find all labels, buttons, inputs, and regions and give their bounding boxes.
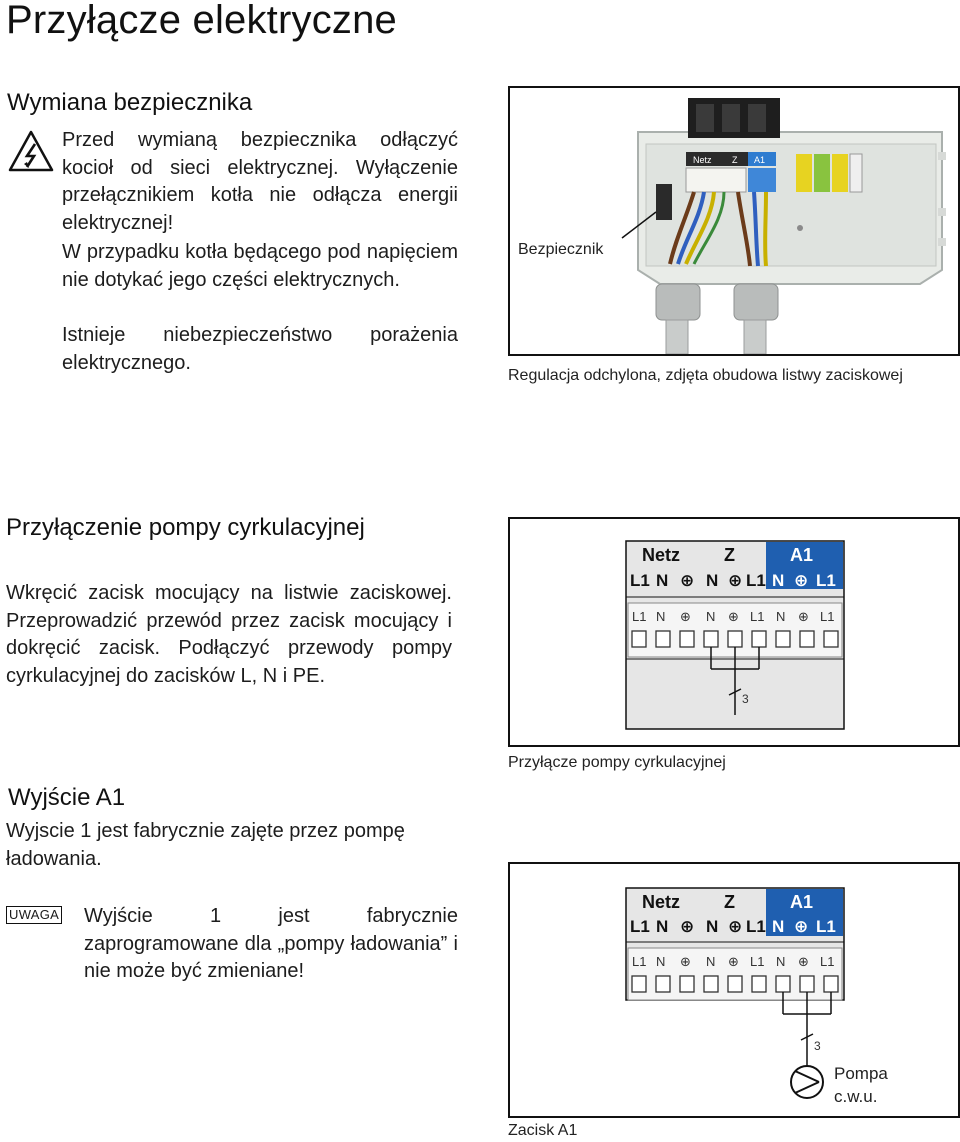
photo-label-a1: A1 [754, 155, 766, 165]
upper-label: ⊕ [728, 917, 743, 936]
upper-label: ⊕ [728, 571, 743, 590]
group-label-z: Z [724, 892, 735, 912]
upper-label: ⊕ [794, 917, 809, 936]
lower-label: N [706, 609, 716, 624]
upper-label: L1 [816, 571, 836, 590]
section-heading-fuse: Wymiana bezpiecznika [7, 89, 253, 116]
page-title: Przyłącze elektryczne [6, 0, 397, 42]
lower-label: ⊕ [798, 609, 809, 624]
cable-number: 3 [742, 692, 749, 706]
upper-label: N [656, 571, 669, 590]
fuse-pointer-label: Bezpiecznik [516, 238, 605, 261]
pump-instructions-text: Wkręcić zacisk mocujący na listwie zaciskowej. Przeprowadzić przewód przez zacisk mocujący i dokręcić zacisk. Podłączyć przewody pompy cyrkulacyjnej do zacisków L, N i PE. [6, 582, 452, 687]
lower-label: L1 [820, 609, 835, 624]
photo-label-netz: Netz [693, 155, 712, 165]
pump-terminal-diagram [510, 519, 958, 745]
lower-label: N [776, 954, 786, 969]
output-figure-caption: Zacisk A1 [508, 1122, 578, 1139]
photo-label-z: Z [732, 155, 738, 165]
lower-label: L1 [750, 609, 765, 624]
lower-label: ⊕ [728, 954, 739, 969]
upper-label: ⊕ [680, 917, 695, 936]
lower-label: L1 [632, 609, 647, 624]
fuse-warning-text-3: Istnieje niebezpieczeństwo porażenia elektrycznego. [62, 324, 458, 374]
lower-label: ⊕ [728, 609, 739, 624]
upper-label: L1 [746, 917, 766, 936]
pump-diagram-frame [508, 517, 960, 747]
section-heading-pump: Przyłączenie pompy cyrkulacyjnej [6, 514, 365, 541]
upper-label: L1 [816, 917, 836, 936]
lower-label: ⊕ [680, 954, 691, 969]
note-text: Wyjście 1 jest fabrycznie zaprogramowane dla „pompy ładowania” i nie może być zmieniane! [84, 905, 458, 982]
pump-cwu-label: Pompa c.w.u. [834, 1064, 888, 1106]
lower-label: N [776, 609, 786, 624]
fuse-photo-frame [508, 86, 960, 356]
upper-label: N [706, 571, 719, 590]
upper-label: N [706, 917, 719, 936]
upper-label: N [772, 571, 785, 590]
output-text: Wyjscie 1 jest fabrycznie zajęte przez pompę ładowania. [6, 820, 405, 870]
lower-label: N [656, 609, 666, 624]
lower-label: L1 [750, 954, 765, 969]
lower-label: L1 [632, 954, 647, 969]
group-label-netz: Netz [642, 892, 681, 912]
upper-label: N [772, 917, 785, 936]
upper-label: L1 [746, 571, 766, 590]
electric-hazard-icon [8, 129, 54, 173]
terminal-strip-photo [510, 88, 958, 354]
lower-label: ⊕ [680, 609, 691, 624]
section-heading-output: Wyjście A1 [8, 784, 126, 811]
pump-figure-caption: Przyłącze pompy cyrkulacyjnej [508, 754, 726, 771]
group-label-netz: Netz [642, 545, 681, 565]
upper-label: ⊕ [680, 571, 695, 590]
lower-label: N [656, 954, 666, 969]
group-label-z: Z [724, 545, 735, 565]
lower-label: N [706, 954, 716, 969]
output-diagram-frame [508, 862, 960, 1118]
upper-label: L1 [630, 917, 650, 936]
upper-label: L1 [630, 571, 650, 590]
cable-number: 3 [814, 1039, 821, 1053]
upper-label: N [656, 917, 669, 936]
upper-label: ⊕ [794, 571, 809, 590]
lower-label: ⊕ [798, 954, 809, 969]
group-label-a1: A1 [790, 545, 814, 565]
fuse-photo-caption: Regulacja odchylona, zdjęta obudowa listwy zaciskowej [508, 367, 903, 384]
fuse-warning-text-2: W przypadku kotła będącego pod napięciem nie dotykać jego części elektrycznych. [62, 241, 458, 291]
group-label-a1: A1 [790, 892, 814, 912]
note-badge: UWAGA [6, 906, 62, 924]
fuse-warning-text-1: Przed wymianą bezpiecznika odłączyć kocioł od sieci elektrycznej. Wyłączenie przełącznikiem kotła nie odłącza energii elektrycznej! [62, 129, 458, 234]
lower-label: L1 [820, 954, 835, 969]
